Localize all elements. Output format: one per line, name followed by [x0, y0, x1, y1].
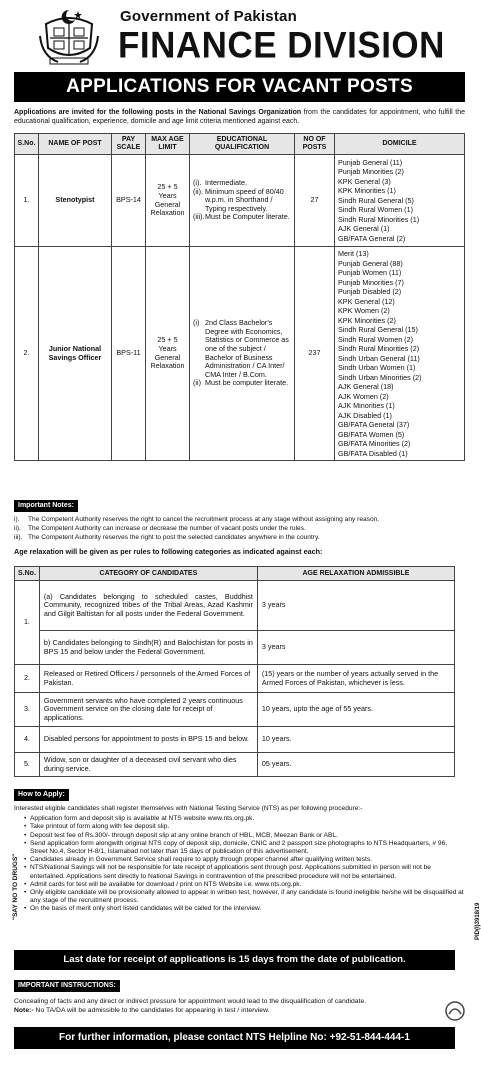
age-relaxation-table: [14, 566, 455, 777]
relaxation: 10 years.: [257, 727, 454, 753]
domicile-list: Punjab General (11) Punjab Minorities (2) KPK General (3) KPK Minorities (1) Sindh Rural General (5) Sindh Rural Women (1) Sindh Rural Minorities (1) AJK General (1) GB/FATA General (2): [335, 155, 465, 247]
last-date-banner: Last date for receipt of applications is 15 days from the date of publication.: [14, 950, 455, 970]
important-instructions-label: IMPORTANT INSTRUCTIONS:: [14, 980, 120, 992]
row-sno: 1.: [15, 155, 39, 247]
table-row: [15, 753, 455, 777]
col-category: CATEGORY OF CANDIDATES: [39, 567, 257, 581]
important-instructions: [14, 997, 439, 1015]
say-no-to-drugs: "SAY NO TO DRUGS": [12, 853, 19, 920]
how-to-apply: [14, 805, 465, 914]
table-row: [15, 631, 455, 665]
col-domicile: DOMICILE: [335, 134, 465, 155]
row-sno: 3.: [15, 693, 40, 727]
row-sno: 5.: [15, 753, 40, 777]
list-item: ii). The Competent Authority can increase or decrease the number of vacant posts under the rules.: [14, 525, 306, 532]
col-qual: EDUCATIONAL QUALIFICATION: [190, 134, 295, 155]
list-item: • Application form and deposit slip is available at NTS website www.nts.org.pk.: [24, 815, 465, 823]
relaxation: 3 years: [257, 581, 454, 631]
relaxation: 3 years: [257, 631, 454, 665]
apply-lead: Interested eligible candidates shall register themselves with National Testing Service (NTS) as per following procedure:-: [14, 805, 363, 812]
category: b) Candidates belonging to Sindh(R) and Balochistan for posts in BPS 15 and below under the Federal Government.: [39, 631, 257, 665]
intro-paragraph: [14, 108, 465, 126]
relaxation: 10 years, upto the age of 55 years.: [257, 693, 454, 727]
col-age: MAX AGE LIMIT: [146, 134, 190, 155]
age-limit: 25 + 5 Years General Relaxation: [146, 247, 190, 461]
row-sno: 1.: [15, 581, 40, 665]
col-name: NAME OF POST: [39, 134, 112, 155]
list-item: (iii). Must be Computer literate.: [193, 212, 290, 222]
category: (a) Candidates belonging to scheduled castes, Buddhist Community, recognized tribes of the Tribal Areas, Azad Kashmir and Gilgit Baltistan for all posts under the Federal Government.: [39, 581, 257, 631]
category: Released or Retired Officers / personnels of the Armed Forces of Pakistan.: [39, 665, 257, 693]
instruction-line: Concealing of facts and any direct or indirect pressure for appointment would lead to the disqualification of candidate.: [14, 998, 367, 1005]
list-item: • Only eligible candidate will be provisionally allowed to appear in written test, however, if any candidate is found ineligible he/she will be disqualified at any stage of the recruitment process.: [24, 889, 465, 905]
government-title: Government of Pakistan: [120, 8, 297, 25]
intro-lead: Applications are invited for the following posts in the National Savings Organization: [14, 109, 302, 116]
list-item: (ii) Must be computer literate.: [193, 378, 289, 388]
table-row: [15, 665, 455, 693]
intro-rest: from the candidates for appointment, who fulfill the educational qualification, experience, domicile and age limit criteria mentioned against each.: [14, 109, 465, 125]
table-row: [15, 155, 465, 247]
post-name: Stenotypist: [39, 155, 112, 247]
division-title: FINANCE DIVISION: [118, 24, 445, 66]
row-sno: 2.: [15, 247, 39, 461]
list-item: • Send application form alongwith original NTS copy of deposit slip, domicile, CNIC and 2 passport size photographs to NTS Headquarters, # 96, Street No.4, Sector H-8/1, Islamabad not later than 15 days of publication of this advertisement.: [24, 840, 465, 856]
pay-scale: BPS-14: [112, 155, 146, 247]
category: Disabled persons for appointment to posts in BPS 15 and below.: [39, 727, 257, 753]
list-item: (i). Intermediate.: [193, 178, 247, 188]
table-row: [15, 693, 455, 727]
posts-table: [14, 133, 465, 461]
post-name: Junior National Savings Officer: [39, 247, 112, 461]
important-notes: [14, 515, 465, 542]
row-sno: 4.: [15, 727, 40, 753]
list-item: • Deposit test fee of Rs.300/- through deposit slip at any online branch of HBL, MCB, Meezan Bank or ABL.: [24, 832, 465, 840]
col-sno: S.No.: [15, 567, 40, 581]
list-item: (ii). Minimum speed of 80/40 w.p.m. in Shorthand / Typing respectively.: [193, 186, 284, 213]
posts-table-header: [15, 134, 465, 155]
list-item: i). The Competent Authority reserves the right to cancel the recruitment process at any stage without assigning any reason.: [14, 516, 380, 523]
list-item: • Admit cards for test will be available for download / print on NTS Website i.e. www.nts.org.pk.: [24, 881, 465, 889]
table-row: [15, 247, 465, 461]
state-emblem-icon: [38, 6, 100, 66]
post-count: 27: [295, 155, 335, 247]
age-relaxation-title: Age relaxation will be given as per rules to following categories as indicated against each:: [14, 547, 323, 556]
vacancy-banner: APPLICATIONS FOR VACANT POSTS: [14, 72, 465, 102]
category: Government servants who have completed 2 years continuous Government service on the closing date for receipt of applications.: [39, 693, 257, 727]
qualification: [190, 247, 295, 461]
list-item: • Candidates already in Government Service shall require to apply through proper channel after qualifying written tests.: [24, 856, 465, 864]
list-item: • Take printout of form along with fee deposit slip.: [24, 823, 465, 831]
how-to-apply-label: How to Apply:: [14, 789, 69, 801]
pid-code: PID(I)3918/19: [475, 902, 481, 940]
helpline-footer: For further information, please contact NTS Helpline No: +92-51-844-444-1: [14, 1027, 455, 1049]
table-row: [15, 727, 455, 753]
instruction-note: Note:- No TA/DA will be admissible to the candidates for appearing in test / interview.: [14, 1007, 270, 1014]
list-item: • On the basis of merit only short listed candidates will be called for the interview.: [24, 905, 465, 913]
notes-label: Important Notes:: [14, 500, 78, 512]
list-item: (i) 2nd Class Bachelor's Degree with Economics, Statistics or Commerce as one of the subject / Bachelor of Business Administration / CA Inter/ CMA Inter / B.Com.: [193, 318, 289, 379]
col-relaxation: AGE RELAXATION ADMISSIBLE: [257, 567, 454, 581]
col-posts: NO OF POSTS: [295, 134, 335, 155]
row-sno: 2.: [15, 665, 40, 693]
age-limit: 25 + 5 Years General Relaxation: [146, 155, 190, 247]
nts-logo-icon: [444, 1000, 466, 1022]
category: Widow, son or daughter of a deceased civil servant who dies during service.: [39, 753, 257, 777]
header: [8, 4, 471, 68]
list-item: • NTS/National Savings will not be responsible for late receipt of applications sent through post. Applications submitted in person will not be entertained. Applications sent directly to National Savings in contravention of the prescribed procedure will not be entertained.: [24, 864, 465, 880]
table-row: [15, 581, 455, 631]
list-item: iii). The Competent Authority reserves the right to post the selected candidates anywhere in the country.: [14, 534, 320, 541]
relaxation: 05 years.: [257, 753, 454, 777]
col-sno: S.No.: [15, 134, 39, 155]
domicile-list: Merit (13) Punjab General (88) Punjab Women (11) Punjab Minorities (7) Punjab Disabled (2) KPK General (12) KPK Women (2) KPK Minorities (2) Sindh Rural General (15) Sindh Rural Women (2) Sindh Rural Minorities (2) Sindh Urban General (11) Sindh Urban Women (1) Sindh Urban Minorities (2) AJK General (18) AJK Women (2) AJK Minorities (1) AJK Disabled (1) GB/FATA General (37) GB/FATA Women (5) GB/FATA Minorities (2) GB/FATA Disabled (1): [335, 247, 465, 461]
qualification: [190, 155, 295, 247]
post-count: 237: [295, 247, 335, 461]
relaxation: (15) years or the number of years actually served in the Armed Forces of Pakistan, whichever is less.: [257, 665, 454, 693]
age-table-header: [15, 567, 455, 581]
pay-scale: BPS-11: [112, 247, 146, 461]
col-pay: PAY SCALE: [112, 134, 146, 155]
